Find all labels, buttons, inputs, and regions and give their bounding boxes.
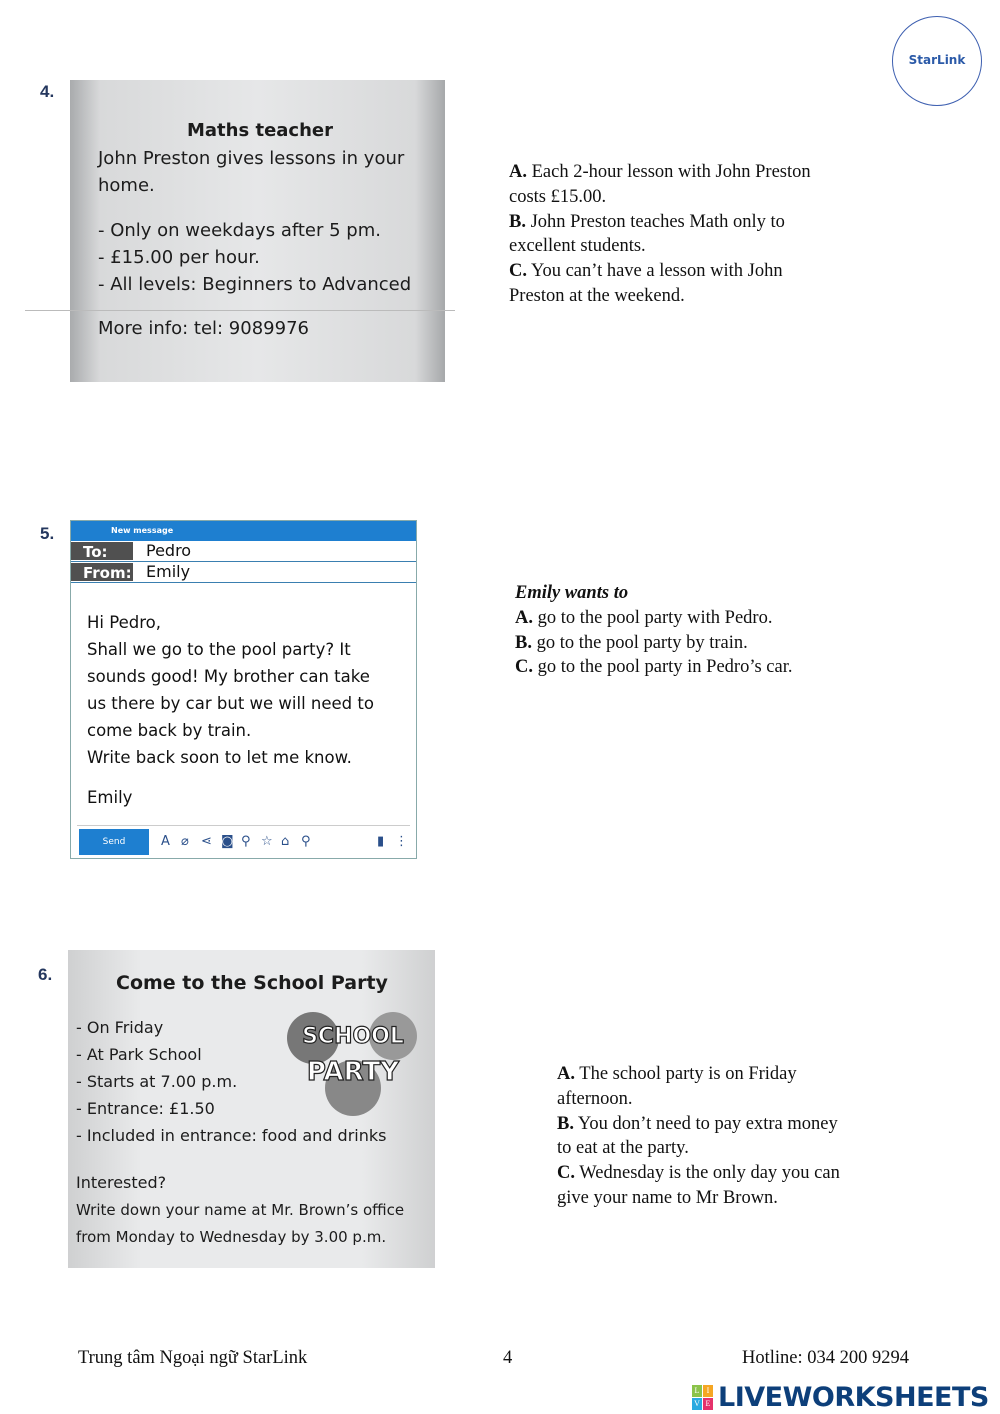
option-c-cont: give your name to Mr Brown. <box>557 1187 778 1208</box>
clipart-word-party: PARTY <box>306 1057 400 1087</box>
page-number: 4 <box>503 1348 513 1368</box>
ad-line: - All levels: Beginners to Advanced <box>98 274 412 295</box>
school-party-clipart <box>283 1008 423 1118</box>
email-title-bar: New message <box>71 521 416 541</box>
option-b[interactable]: B. You don’t need to pay extra money <box>557 1113 838 1134</box>
option-b-cont: excellent students. <box>509 236 646 257</box>
ad-line: home. <box>98 175 155 196</box>
ad-line: - £15.00 per hour. <box>98 247 260 268</box>
ad-line: John Preston gives lessons in your <box>98 148 405 169</box>
search-icon: ⚲ <box>301 834 311 849</box>
send-button: Send <box>79 829 149 855</box>
option-a[interactable]: A. go to the pool party with Pedro. <box>515 607 773 628</box>
from-row: From: Emily <box>71 562 416 583</box>
poster-title: Come to the School Party <box>116 972 388 994</box>
option-c[interactable]: C. Wednesday is the only day you can <box>557 1163 840 1184</box>
option-c[interactable]: C. You can’t have a lesson with John <box>509 261 783 282</box>
location-icon: ⚲ <box>241 834 251 849</box>
poster-line: - Entrance: £1.50 <box>76 1099 215 1118</box>
question-number-4: 4. <box>40 82 55 101</box>
camera-icon: ◙ <box>221 834 234 849</box>
starlink-logo: StarLink <box>892 16 982 106</box>
star-icon: ☆ <box>261 834 273 849</box>
option-b-cont: to eat at the party. <box>557 1138 689 1159</box>
font-icon: A <box>161 834 170 849</box>
question-number-5: 5. <box>40 524 55 543</box>
option-a[interactable]: A. Each 2-hour lesson with John Preston <box>509 162 811 182</box>
ad-line: - Only on weekdays after 5 pm. <box>98 220 381 241</box>
school-party-poster-image <box>68 950 435 1268</box>
email-toolbar <box>77 825 410 856</box>
ad-title: Maths teacher <box>187 120 333 141</box>
option-a-cont: costs £15.00. <box>509 186 607 207</box>
liveworksheets-logo-icon: L I V E <box>692 1385 714 1411</box>
poster-line: - Starts at 7.00 p.m. <box>76 1072 238 1091</box>
poster-line: - On Friday <box>76 1018 164 1037</box>
footer-hotline: Hotline: 034 200 9294 <box>742 1348 910 1368</box>
poster-line: Interested? <box>76 1173 167 1192</box>
question-stem: Emily wants to <box>515 583 629 603</box>
footer-center-name: Trung tâm Ngoại ngữ StarLink <box>78 1348 308 1368</box>
share-icon: ⋖ <box>201 834 212 849</box>
poster-line: - Included in entrance: food and drinks <box>76 1126 387 1145</box>
option-a[interactable]: A. The school party is on Friday <box>557 1064 797 1084</box>
option-b[interactable]: B. go to the pool party by train. <box>515 632 748 653</box>
q6-options <box>557 1062 840 1211</box>
more-icon: ⋮ <box>395 834 408 849</box>
poster-line: from Monday to Wednesday by 3.00 p.m. <box>76 1228 387 1246</box>
email-body: Hi Pedro, Shall we go to the pool party? It sounds good! My brother can take us there by car but we will need to come back by train. Write back soon to let me know. Emily <box>87 613 374 807</box>
to-row: To: Pedro <box>71 541 416 562</box>
clipart-word-school: SCHOOL <box>302 1024 404 1049</box>
option-b[interactable]: B. John Preston teaches Math only to <box>509 211 785 232</box>
home-icon: ⌂ <box>281 834 290 849</box>
divider <box>25 310 455 311</box>
ad-line: More info: tel: 9089976 <box>98 318 309 339</box>
liveworksheets-brand[interactable]: LIVEWORKSHEETS <box>718 1382 989 1413</box>
option-c[interactable]: C. go to the pool party in Pedro’s car. <box>515 657 793 678</box>
q5-options <box>515 581 792 680</box>
poster-line: Write down your name at Mr. Brown’s office <box>76 1201 405 1219</box>
maths-teacher-ad-image <box>70 80 445 382</box>
question-number-6: 6. <box>38 965 53 984</box>
trash-icon: ▮ <box>377 834 385 849</box>
option-c-cont: Preston at the weekend. <box>509 285 685 306</box>
option-a-cont: afternoon. <box>557 1088 633 1109</box>
q4-options <box>509 160 811 309</box>
poster-line: - At Park School <box>76 1045 202 1064</box>
email-image <box>70 520 417 859</box>
attach-icon: ⌀ <box>181 834 189 849</box>
